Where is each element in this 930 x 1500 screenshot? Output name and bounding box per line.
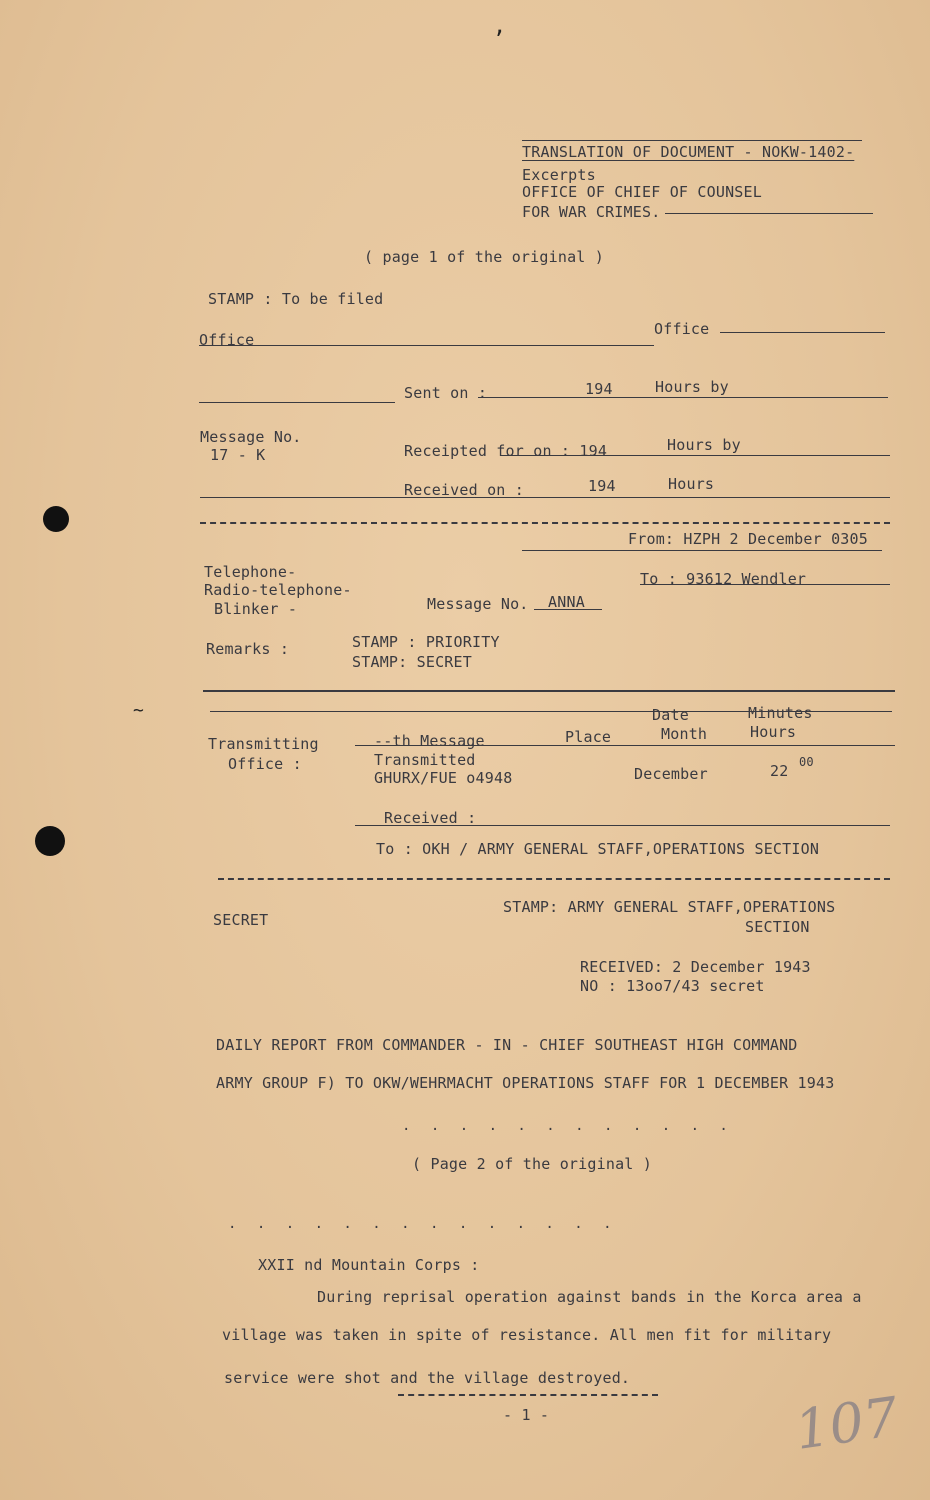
body-line-1: During reprisal operation against bands in the Korca area a — [317, 1288, 862, 1306]
receipted-label: Receipted for on : 194 — [404, 442, 608, 460]
receipted-line — [500, 455, 890, 456]
transmit-header-line — [355, 745, 895, 746]
report-line-2: ARMY GROUP F) TO OKW/WEHRMACHT OPERATIONS STAFF FOR 1 DECEMBER 1943 — [216, 1074, 835, 1092]
minutes-value: 00 — [799, 755, 814, 769]
header-excerpts: Excerpts — [522, 166, 596, 184]
stamp-priority: STAMP : PRIORITY — [352, 633, 500, 651]
receipted-hours: Hours by — [667, 436, 741, 454]
month-head: Month — [661, 725, 708, 743]
message-no2-underline — [534, 609, 602, 610]
message-no-value: 17 - K — [210, 446, 266, 464]
office-right-line — [720, 332, 885, 333]
transmitted-label: Transmitted — [374, 751, 476, 769]
place-head: Place — [565, 728, 612, 746]
punch-hole-top — [43, 506, 69, 532]
ink-mark: , — [493, 14, 507, 39]
separator-double-1 — [203, 690, 895, 692]
body-line-3: service were shot and the village destroyed. — [224, 1369, 631, 1387]
message-no-label: Message No. — [200, 428, 302, 446]
date-head: Date — [652, 706, 689, 724]
margin-mark: ~ — [133, 700, 144, 721]
hours-value: 22 — [770, 762, 789, 780]
handwritten-page-number: 107 — [791, 1385, 902, 1462]
message-no2-label: Message No. — [427, 595, 529, 613]
sent-line — [478, 397, 888, 398]
secret-label: SECRET — [213, 911, 269, 929]
header-title: TRANSLATION OF DOCUMENT - NOKW-1402- — [522, 143, 855, 161]
sent-hours: Hours by — [655, 378, 729, 396]
to-recipient: To : 93612 Wendler — [640, 570, 807, 588]
report-line-1: DAILY REPORT FROM COMMANDER - IN - CHIEF SOUTHEAST HIGH COMMAND — [216, 1036, 798, 1054]
header-office: OFFICE OF CHIEF OF COUNSEL — [522, 183, 762, 201]
sent-year: 194 — [585, 380, 613, 398]
telephone-label: Telephone- — [204, 563, 297, 581]
ellipsis-dots-2: . . . . . . . . . . . . . . — [228, 1216, 618, 1232]
minutes-head: Minutes — [748, 704, 813, 722]
header-underline — [665, 213, 873, 214]
page-number: - 1 - — [503, 1406, 550, 1424]
from-line: From: HZPH 2 December 0305 — [628, 530, 868, 548]
radio-telephone-label: Radio-telephone- — [204, 581, 352, 599]
office-left-line — [199, 345, 654, 346]
stamp-ops-1: STAMP: ARMY GENERAL STAFF,OPERATIONS — [503, 898, 836, 916]
page1-note: ( page 1 of the original ) — [364, 248, 604, 266]
received-on-label: Received on : — [404, 481, 524, 499]
sent-on-label: Sent on : — [404, 384, 488, 402]
dashed-separator-2 — [218, 878, 890, 880]
sent-blank-line — [199, 402, 395, 403]
month-value: December — [634, 765, 708, 783]
corps-heading: XXII nd Mountain Corps : — [258, 1256, 480, 1274]
received-underline — [355, 825, 890, 826]
to-okh-line: To : OKH / ARMY GENERAL STAFF,OPERATIONS SECTION — [376, 840, 820, 858]
message-head: --th Message — [374, 732, 485, 750]
header-overline — [522, 140, 862, 141]
ellipsis-dots-1: . . . . . . . . . . . . — [402, 1118, 734, 1134]
hours-head: Hours — [750, 723, 797, 741]
stamp-secret: STAMP: SECRET — [352, 653, 472, 671]
transmit-code: GHURX/FUE o4948 — [374, 769, 513, 787]
office-left-label: Office — [199, 331, 255, 349]
registry-no: NO : 13oo7/43 secret — [580, 977, 765, 995]
received-hours: Hours — [668, 475, 715, 493]
dashed-separator-1 — [200, 522, 890, 524]
page2-note: ( Page 2 of the original ) — [412, 1155, 652, 1173]
stamp-ops-2: SECTION — [745, 918, 810, 936]
received-label: Received : — [384, 809, 477, 827]
to-underline — [640, 584, 890, 585]
received-year: 194 — [588, 477, 616, 495]
office-label: Office : — [228, 755, 302, 773]
header-war-crimes: FOR WAR CRIMES. — [522, 203, 661, 221]
from-underline — [522, 550, 882, 551]
message-no2-value: ANNA — [548, 593, 585, 611]
body-line-2: village was taken in spite of resistance. All men fit for military — [222, 1326, 832, 1344]
punch-hole-bottom — [35, 826, 65, 856]
received-date: RECEIVED: 2 December 1943 — [580, 958, 811, 976]
remarks-label: Remarks : — [206, 640, 290, 658]
received-line — [200, 497, 890, 498]
dashed-separator-3 — [398, 1394, 658, 1396]
blinker-label: Blinker - — [214, 600, 298, 618]
office-right-label: Office — [654, 320, 710, 338]
stamp-filed: STAMP : To be filed — [208, 290, 384, 308]
transmitting-label: Transmitting — [208, 735, 319, 753]
